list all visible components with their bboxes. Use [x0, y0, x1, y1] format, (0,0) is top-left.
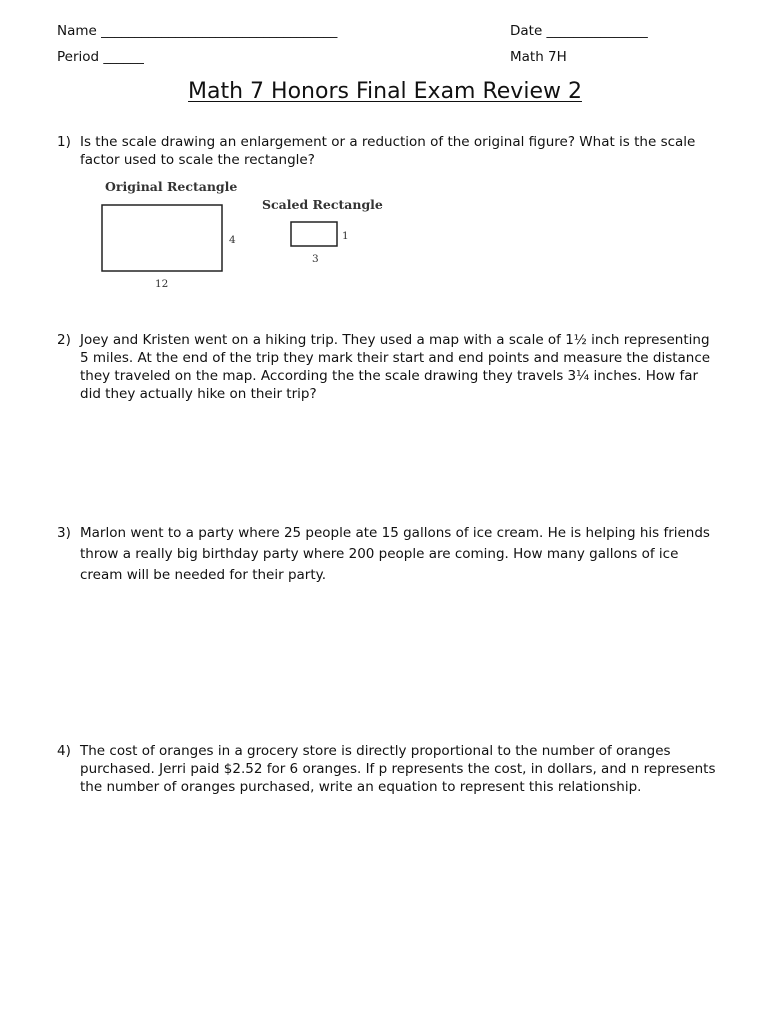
class-label: Math 7H [510, 49, 567, 65]
original-width-label: 12 [155, 278, 169, 290]
question-number: 1) [57, 134, 71, 150]
original-rectangle-label: Original Rectangle [105, 179, 238, 194]
name-field: Name ___________________________________ [57, 23, 338, 39]
scaled-height-label: 1 [342, 230, 349, 242]
question-2 [57, 331, 717, 403]
original-rectangle [102, 205, 222, 271]
period-field: Period ______ [57, 49, 144, 65]
question-1 [57, 133, 717, 169]
question-text: Joey and Kristen went on a hiking trip. They used a map with a scale of 1½ inch representing 5 miles. At the end of the trip they mark their start and end points and measure the distance they traveled on the map. According the the scale drawing they travels 3¼ inches. How far did they actually hike on their trip? [80, 332, 711, 402]
page-title: Math 7 Honors Final Exam Review 2 [188, 79, 582, 104]
question-number: 4) [57, 743, 71, 759]
question-text: Is the scale drawing an enlargement or a reduction of the original figure? What is the scale factor used to scale the rectangle? [80, 134, 696, 168]
scaled-width-label: 3 [312, 253, 319, 265]
question-3 [57, 523, 717, 586]
question-text: The cost of oranges in a grocery store is directly proportional to the number of oranges purchased. Jerri paid $2.52 for 6 oranges. If p represents the cost, in dollars, and n represents the number of oranges purchased, write an equation to represent this relationship. [80, 743, 716, 795]
question-text: Marlon went to a party where 25 people ate 15 gallons of ice cream. He is helping his friends throw a really big birthday party where 200 people are coming. How many gallons of ice cream will be needed for their party. [80, 525, 710, 583]
date-field: Date _______________ [510, 23, 648, 39]
original-height-label: 4 [229, 234, 236, 246]
question-number: 2) [57, 332, 71, 348]
scaled-rectangle-label: Scaled Rectangle [262, 197, 383, 212]
question-number: 3) [57, 525, 71, 541]
scaled-rectangle [291, 222, 337, 246]
scale-drawing-figure [95, 175, 395, 295]
question-4 [57, 742, 717, 796]
